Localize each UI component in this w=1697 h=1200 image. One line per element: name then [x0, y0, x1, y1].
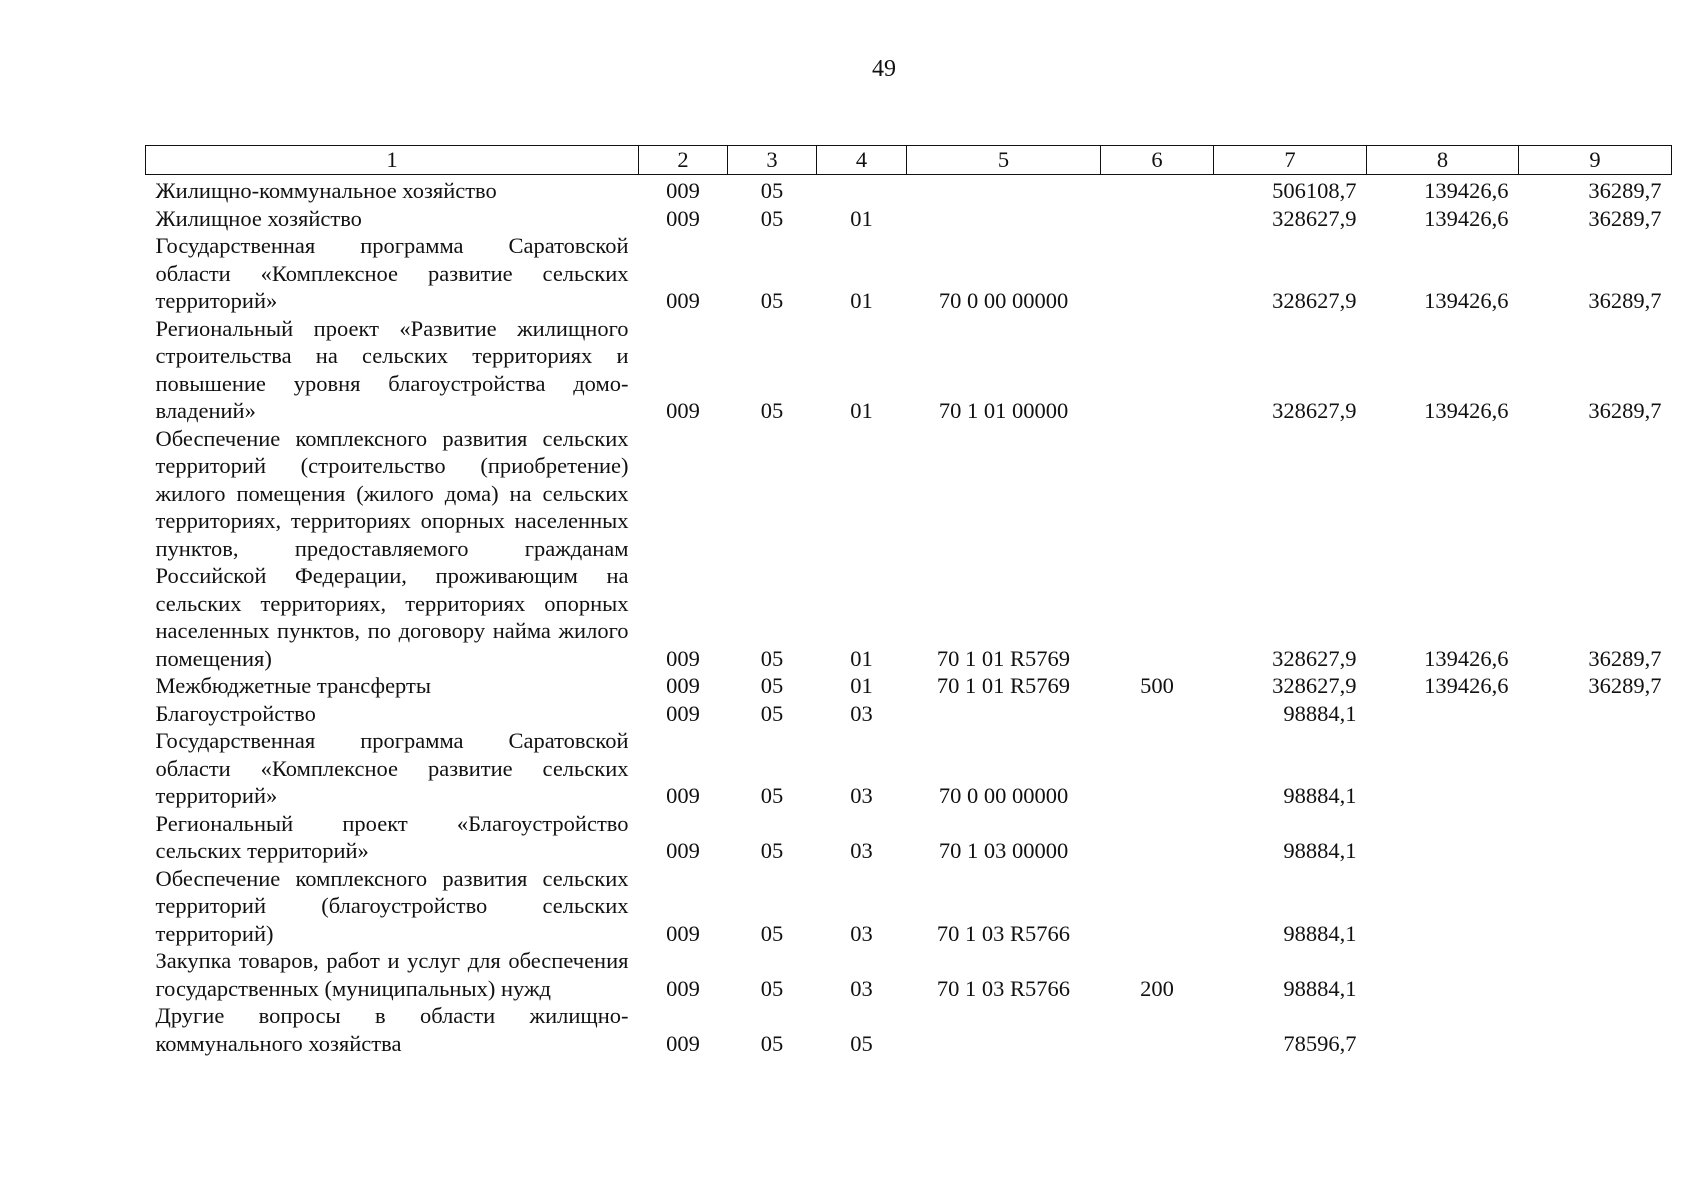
row-cell-9: [1519, 700, 1672, 728]
row-cell-4: 05: [850, 1030, 873, 1056]
row-cell-3: 05: [760, 700, 784, 726]
row-cell-6: [1101, 315, 1214, 425]
row-cell-5: 70 1 03 R5766: [936, 975, 1071, 1001]
row-cell-9: [1519, 1002, 1672, 1057]
row-cell-5: 70 1 01 00000: [938, 398, 1069, 423]
header-cell-8: 8: [1367, 146, 1519, 175]
row-cell-7: 328627,9: [1272, 673, 1357, 698]
row-name-cell: Региональный проект «Развитие жилищного строительства на сельских территориях и повышение уровня благоустройства домовладений»: [155, 315, 629, 423]
table-row: [146, 810, 1672, 865]
header-cell-5: 5: [907, 146, 1101, 175]
row-cell-6: [1101, 175, 1214, 205]
row-cell-9: 36289,7: [1588, 288, 1662, 313]
row-cell-3: 05: [760, 398, 784, 423]
row-cell-4: 01: [850, 645, 873, 671]
table-row: [146, 947, 1672, 1002]
row-name-cell: Региональный проект «Благоустройство сельских территорий»: [155, 810, 629, 863]
row-cell-3: 05: [760, 838, 784, 863]
row-cell-3: 05: [760, 1030, 784, 1056]
row-cell-6: [1101, 865, 1214, 948]
row-cell-6: 200: [1140, 975, 1174, 1001]
table-row: [146, 672, 1672, 700]
row-cell-8: 139426,6: [1424, 178, 1509, 203]
row-name-cell: Благоустройство: [155, 700, 316, 726]
row-cell-9: 36289,7: [1588, 645, 1662, 671]
row-cell-2: 009: [666, 920, 700, 946]
table-row: [146, 1002, 1672, 1057]
row-cell-6: [1101, 1002, 1214, 1057]
row-cell-8: 139426,6: [1424, 288, 1509, 313]
row-cell-2: 009: [666, 178, 700, 203]
table-row: [146, 232, 1672, 315]
row-cell-2: 009: [666, 288, 700, 313]
row-cell-5: [907, 1002, 1101, 1057]
header-cell-9: 9: [1519, 146, 1672, 175]
row-name-cell: Закупка товаров, работ и услуг для обеспечения государственных (муниципальных) нужд: [155, 948, 629, 1001]
row-cell-7: 98884,1: [1283, 975, 1357, 1001]
row-cell-2: 009: [666, 673, 700, 698]
table-row: [146, 865, 1672, 948]
row-cell-5: 70 1 03 R5766: [936, 920, 1071, 946]
page-number: 49: [872, 56, 896, 82]
row-cell-4: 03: [850, 700, 873, 726]
row-cell-4: 03: [850, 783, 873, 808]
row-cell-5: 70 1 01 R5769: [936, 673, 1071, 698]
row-cell-6: [1101, 700, 1214, 728]
row-cell-5: 70 0 00 00000: [938, 288, 1069, 313]
table-row: [146, 425, 1672, 673]
row-cell-2: 009: [666, 1030, 700, 1056]
row-name-cell: Обеспечение комплексного развития сельских территорий (строительство (приобретение) жилого помещения (жилого дома) на сельских территориях, территориях опорных населенных пунктов, предоставляемого гражданам Российской Федерации, проживающим на сельских территориях, территориях опорных населенных пунктов, по договору найма жилого помещения): [155, 425, 629, 671]
row-cell-3: 05: [760, 673, 784, 698]
row-cell-7: 98884,1: [1283, 700, 1357, 726]
row-cell-6: 500: [1140, 673, 1174, 698]
row-cell-3: 05: [760, 205, 784, 231]
row-cell-4: 01: [850, 398, 873, 423]
row-cell-6: [1101, 727, 1214, 810]
row-cell-8: [1367, 727, 1519, 810]
table-row: [146, 315, 1672, 425]
row-name-cell: Жилищное хозяйство: [155, 205, 362, 231]
table-row: [146, 727, 1672, 810]
row-cell-9: 36289,7: [1588, 673, 1662, 698]
row-cell-4: 03: [850, 838, 873, 863]
row-cell-3: 05: [760, 178, 784, 203]
row-cell-8: [1367, 700, 1519, 728]
row-name-cell: Обеспечение комплексного развития сельских территорий (благоустройство сельских территорий): [155, 865, 629, 946]
row-cell-9: 36289,7: [1588, 178, 1662, 203]
row-cell-2: 009: [666, 205, 700, 231]
header-cell-4: 4: [817, 146, 907, 175]
row-name-cell: Государственная программа Саратовской области «Комплексное развитие сельских территорий»: [155, 728, 629, 808]
row-cell-8: 139426,6: [1424, 673, 1509, 698]
row-cell-8: [1367, 947, 1519, 1002]
row-cell-8: [1367, 865, 1519, 948]
row-cell-6: [1101, 425, 1214, 673]
row-cell-7: 328627,9: [1272, 205, 1357, 231]
row-cell-5: 70 0 00 00000: [938, 783, 1069, 808]
header-cell-6: 6: [1101, 146, 1214, 175]
table-body: [146, 175, 1672, 1058]
header-cell-7: 7: [1214, 146, 1367, 175]
row-cell-2: 009: [666, 700, 700, 726]
row-cell-6: [1101, 232, 1214, 315]
row-cell-2: 009: [666, 975, 700, 1001]
table-row: [146, 175, 1672, 205]
row-cell-7: 98884,1: [1283, 838, 1357, 863]
row-cell-9: [1519, 865, 1672, 948]
row-cell-3: 05: [760, 288, 784, 313]
header-row: [146, 146, 1672, 175]
row-cell-5: [907, 175, 1101, 205]
row-cell-6: [1101, 205, 1214, 233]
row-cell-4: 03: [850, 975, 873, 1001]
row-name-cell: Межбюджетные трансферты: [155, 673, 431, 698]
row-cell-7: 78596,7: [1283, 1030, 1357, 1056]
row-cell-8: 139426,6: [1424, 205, 1509, 231]
header-cell-3: 3: [728, 146, 817, 175]
row-cell-7: 98884,1: [1283, 783, 1357, 808]
row-cell-3: 05: [760, 783, 784, 808]
row-cell-7: 328627,9: [1272, 288, 1357, 313]
row-cell-2: 009: [666, 838, 700, 863]
table-header: [146, 146, 1672, 175]
row-cell-5: [907, 700, 1101, 728]
row-cell-8: 139426,6: [1424, 645, 1509, 671]
header-cell-1: 1: [146, 146, 639, 175]
row-cell-7: 98884,1: [1283, 920, 1357, 946]
header-cell-2: 2: [639, 146, 728, 175]
row-cell-8: 139426,6: [1424, 398, 1509, 423]
row-cell-9: 36289,7: [1588, 205, 1662, 231]
row-name-cell: Жилищно-коммунальное хозяйство: [155, 178, 497, 203]
row-name-cell: Государственная программа Саратовской области «Комплексное развитие сельских территорий»: [155, 233, 629, 313]
row-cell-4: 01: [850, 288, 873, 313]
row-cell-9: [1519, 947, 1672, 1002]
row-cell-9: [1519, 810, 1672, 865]
row-cell-9: 36289,7: [1588, 398, 1662, 423]
row-cell-8: [1367, 810, 1519, 865]
row-cell-3: 05: [760, 645, 784, 671]
row-cell-3: 05: [760, 975, 784, 1001]
row-cell-2: 009: [666, 783, 700, 808]
row-cell-3: 05: [760, 920, 784, 946]
row-cell-8: [1367, 1002, 1519, 1057]
row-cell-2: 009: [666, 398, 700, 423]
row-cell-7: 506108,7: [1272, 178, 1357, 203]
row-cell-5: 70 1 01 R5769: [936, 645, 1071, 671]
row-cell-4: 03: [850, 920, 873, 946]
row-name-cell: Другие вопросы в области жилищно-коммунального хозяйства: [155, 1003, 629, 1056]
table-row: [146, 205, 1672, 233]
row-cell-6: [1101, 810, 1214, 865]
table-row: [146, 700, 1672, 728]
row-cell-5: [907, 205, 1101, 233]
row-cell-4: 01: [850, 673, 873, 698]
row-cell-2: 009: [666, 645, 700, 671]
row-cell-4: 01: [850, 205, 873, 231]
row-cell-4: [817, 175, 907, 205]
row-cell-5: 70 1 03 00000: [938, 838, 1069, 863]
budget-table: [145, 145, 1672, 1057]
row-cell-7: 328627,9: [1272, 398, 1357, 423]
row-cell-7: 328627,9: [1272, 645, 1357, 671]
row-cell-9: [1519, 727, 1672, 810]
